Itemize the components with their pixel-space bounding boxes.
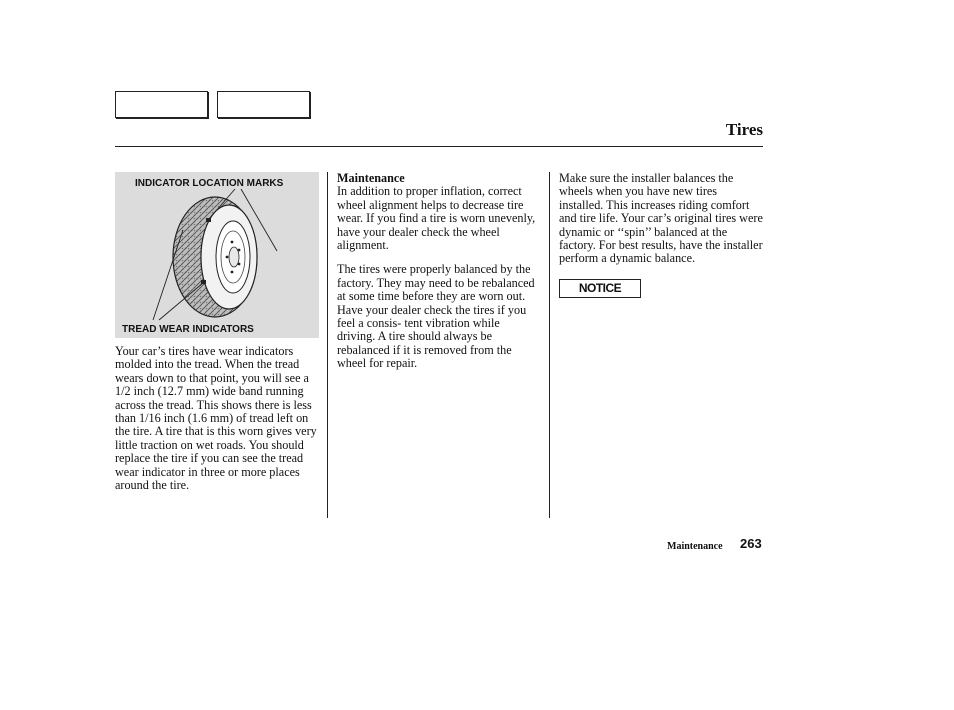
column-2: [337, 172, 541, 371]
nav-button-previous[interactable]: [115, 91, 208, 118]
notice-badge: NOTICE: [559, 279, 641, 298]
column-divider-1: [327, 172, 328, 518]
page-title: Tires: [725, 120, 763, 139]
balancing-paragraph: The tires were properly balanced by the factory. They may need to be rebalanced at some time before they are worn out. Have your dealer check the tires if you feel a consis- tent vibration while driving. A tire should always be rebalanced if it is removed from the wheel for repair.: [337, 262, 535, 371]
alignment-paragraph: In addition to proper inflation, correct wheel alignment helps to decrease tire wear. If you find a tire is worn unevenly, have your dealer check the wheel alignment.: [337, 184, 536, 253]
footer-section-label: Maintenance: [667, 541, 723, 552]
nav-button-next[interactable]: [217, 91, 310, 118]
column-3: [559, 172, 763, 298]
tire-figure: [115, 172, 319, 338]
tire-illustration-icon: [115, 172, 319, 338]
wear-indicator-paragraph: Your car’s tires have wear indicators molded into the tread. When the tread wears down to that point, you will see a 1/2 inch (12.7 mm) wide band running across the tread. This shows there is less than 1/16 inch (1.6 mm) of tread left on the tire. A tire that is this worn gives very little traction on wet roads. You should replace the tire if you can see the tread wear indicator in three or more places around the tire.: [115, 344, 317, 493]
page-number: 263: [740, 536, 762, 551]
tread-wear-indicators-label: TREAD WEAR INDICATORS: [122, 324, 254, 335]
column-1: [115, 345, 321, 492]
column-divider-2: [549, 172, 550, 518]
maintenance-heading: Maintenance: [337, 171, 405, 185]
header-rule: [115, 146, 763, 147]
indicator-location-marks-label: INDICATOR LOCATION MARKS: [135, 178, 284, 189]
installer-paragraph: Make sure the installer balances the wheels when you have new tires installed. This increases riding comfort and tire life. Your car’s original tires were dynamic or ‘‘spin’’ balanced at the factory. For best results, have the installer perform a dynamic balance.: [559, 171, 763, 266]
